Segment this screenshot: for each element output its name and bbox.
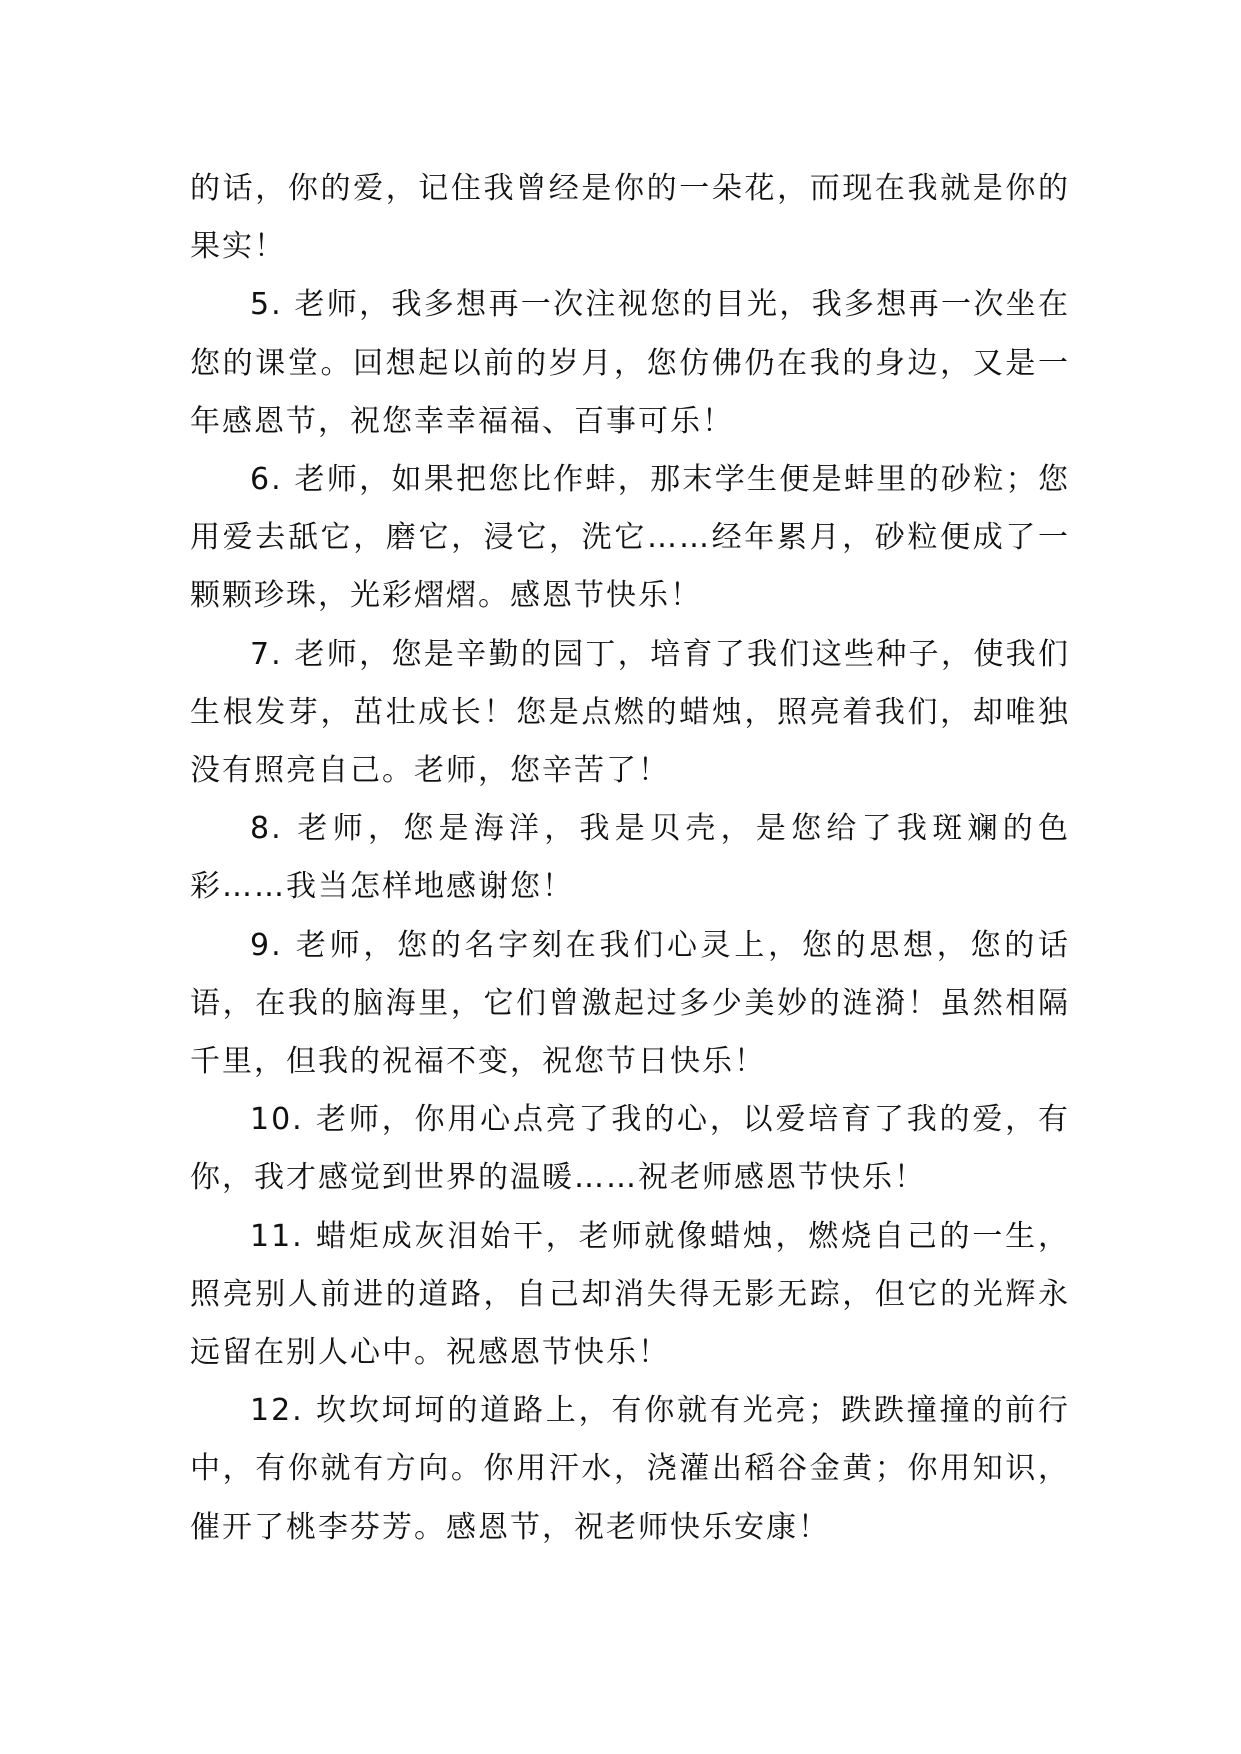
document-body: [190, 160, 1070, 1557]
paragraph-item-8: 8. 老师，您是海洋，我是贝壳，是您给了我斑斓的色彩……我当怎样地感谢您！: [190, 811, 1070, 905]
paragraph-item-6: 6. 老师，如果把您比作蚌，那末学生便是蚌里的砂粒；您用爱去舐它，磨它，浸它，洗它……经年累月，砂粒便成了一颗颗珍珠，光彩熠熠。感恩节快乐！: [190, 462, 1070, 614]
paragraph-item-12: 12. 坎坎坷坷的道路上，有你就有光亮；跌跌撞撞的前行中，有你就有方向。你用汗水，浇灌出稻谷金黄；你用知识，催开了桃李芬芳。感恩节，祝老师快乐安康！: [190, 1393, 1070, 1545]
paragraph-item-11: 11. 蜡炬成灰泪始干，老师就像蜡烛，燃烧自己的一生，照亮别人前进的道路，自己却消失得无影无踪，但它的光辉永远留在别人心中。祝感恩节快乐！: [190, 1218, 1070, 1371]
paragraph-item-5: 5. 老师，我多想再一次注视您的目光，我多想再一次坐在您的课堂。回想起以前的岁月，您仿佛仍在我的身边，又是一年感恩节，祝您幸幸福福、百事可乐！: [190, 287, 1070, 439]
paragraph-item-10: 10. 老师，你用心点亮了我的心，以爱培育了我的爱，有你，我才感觉到世界的温暖……祝老师感恩节快乐！: [190, 1102, 1070, 1196]
paragraph-item-9: 9. 老师，您的名字刻在我们心灵上，您的思想，您的话语，在我的脑海里，它们曾激起过多少美妙的涟漪！虽然相隔千里，但我的祝福不变，祝您节日快乐！: [190, 927, 1070, 1080]
paragraph-item-7: 7. 老师，您是辛勤的园丁，培育了我们这些种子，使我们生根发芽，茁壮成长！您是点燃的蜡烛，照亮着我们，却唯独没有照亮自己。老师，您辛苦了！: [190, 636, 1070, 789]
paragraph-continued: 的话，你的爱，记住我曾经是你的一朵花，而现在我就是你的果实！: [190, 171, 1070, 265]
